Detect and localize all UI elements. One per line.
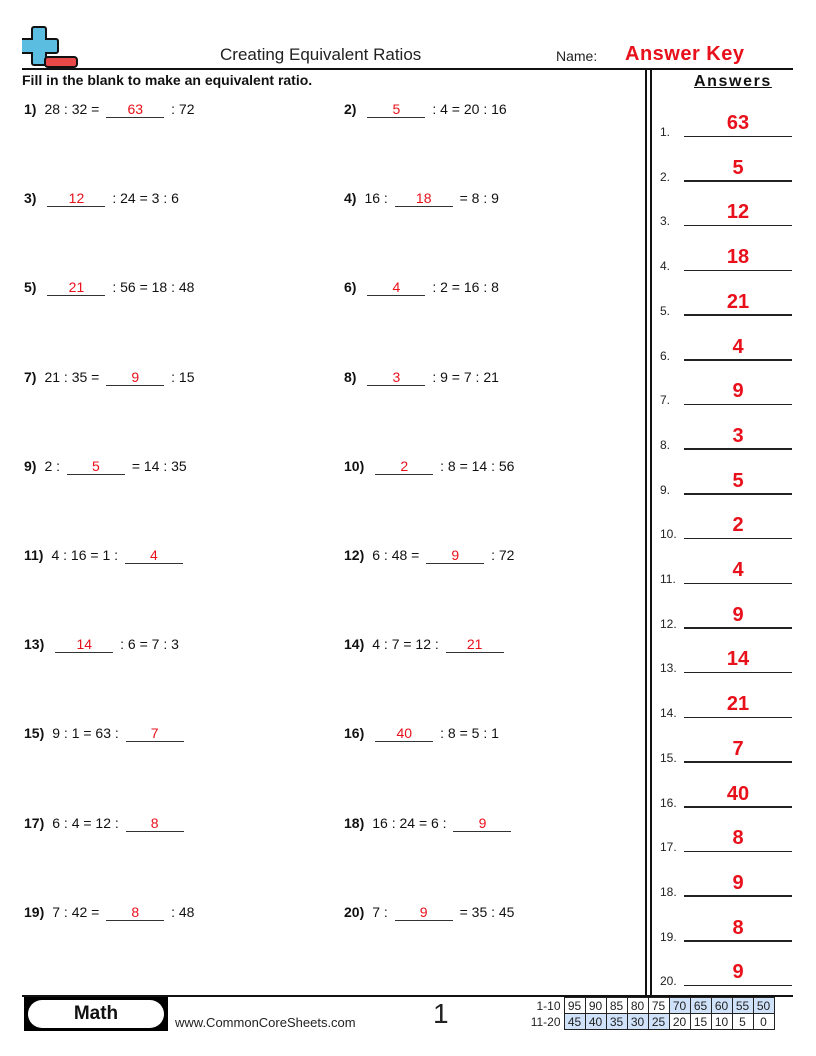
score-cell: 30: [627, 1014, 648, 1030]
answer-value[interactable]: 18: [726, 246, 750, 269]
answer-row: [660, 514, 792, 542]
problem-number: 1): [24, 101, 37, 117]
answer-row: [660, 961, 792, 989]
score-cell: 75: [648, 998, 669, 1014]
problem-item: [24, 725, 187, 742]
problem-number: 2): [344, 101, 357, 117]
answer-row: [660, 603, 792, 631]
problem-item: [344, 725, 499, 742]
answer-column-divider: [645, 70, 647, 996]
answer-value[interactable]: 12: [726, 201, 750, 224]
instructions: Fill in the blank to make an equivalent ratio.: [22, 72, 313, 88]
answer-value[interactable]: 21: [726, 290, 750, 313]
answer-row: [660, 648, 792, 676]
answer-blank[interactable]: 63: [106, 101, 164, 118]
answer-blank[interactable]: 9: [426, 547, 484, 564]
answer-blank[interactable]: 21: [446, 636, 504, 653]
ratio-left: 7 :: [372, 903, 388, 920]
answer-value[interactable]: 8: [732, 916, 744, 939]
answer-number: 14.: [660, 706, 677, 721]
answer-value[interactable]: 40: [726, 782, 750, 805]
problem-number: 11): [24, 547, 44, 563]
name-label: Name:: [556, 48, 598, 64]
score-cell: 5: [732, 1014, 753, 1030]
score-cell: 65: [690, 998, 711, 1014]
ratio-right: : 24 = 3 : 6: [112, 190, 179, 207]
answer-row: [660, 782, 792, 810]
answer-line: [684, 940, 792, 942]
ratio-right: : 72: [491, 547, 515, 563]
score-row-label: 1-10: [536, 998, 561, 1013]
problem-number: 18): [344, 814, 365, 831]
answer-row: [660, 424, 792, 452]
problem-number: 12): [344, 547, 365, 563]
answer-value[interactable]: 9: [732, 871, 744, 894]
answer-value[interactable]: 5: [732, 156, 744, 179]
problem-item: [24, 547, 186, 564]
score-cell: 70: [669, 998, 690, 1014]
score-row: [528, 998, 774, 1014]
answer-value[interactable]: 2: [732, 514, 744, 537]
answer-line: [684, 493, 792, 495]
ratio-right: = 35 : 45: [459, 903, 515, 920]
answer-blank[interactable]: 5: [367, 101, 425, 118]
ratio-right: : 4 = 20 : 16: [432, 101, 507, 117]
answer-number: 2.: [660, 169, 671, 184]
answer-line: [684, 404, 792, 406]
answer-row: [660, 201, 792, 229]
problem-item: [344, 547, 514, 564]
answer-number: 18.: [660, 884, 677, 899]
answer-blank[interactable]: 7: [126, 725, 184, 742]
ratio-right: : 8 = 5 : 1: [440, 725, 499, 742]
answer-line: [684, 627, 792, 629]
answer-number: 8.: [660, 437, 671, 452]
answer-line: [684, 538, 792, 540]
problem-number: 19): [24, 903, 45, 920]
answer-blank[interactable]: 40: [375, 725, 433, 742]
answer-number: 7.: [660, 393, 671, 408]
answer-value[interactable]: 9: [732, 603, 744, 626]
problem-number: 7): [24, 368, 37, 385]
answer-row: [660, 693, 792, 721]
answer-number: 13.: [660, 661, 677, 676]
page-number: 1: [433, 998, 449, 1029]
problem-number: 20): [344, 903, 365, 920]
answer-line: [684, 225, 792, 227]
answer-number: 5.: [660, 303, 671, 318]
answer-blank[interactable]: 9: [395, 904, 453, 921]
ratio-left: 7 : 42 =: [52, 903, 100, 920]
score-cell: 0: [753, 1014, 774, 1030]
answer-value[interactable]: 3: [732, 424, 744, 447]
score-cell: 90: [585, 998, 606, 1014]
answer-row: [660, 916, 792, 944]
score-row-label: 11-20: [530, 1014, 561, 1029]
problem-number: 13): [24, 636, 45, 653]
answer-line: [684, 270, 792, 272]
ratio-right: : 8 = 14 : 56: [440, 457, 515, 474]
answer-row: [660, 290, 792, 318]
ratio-left: 2 :: [44, 457, 61, 474]
problem-item: [24, 636, 179, 653]
answer-line: [684, 448, 792, 450]
answer-line: [684, 583, 792, 585]
answer-line: [684, 180, 792, 182]
subject-label: Math: [28, 1000, 164, 1028]
problem-number: 6): [344, 279, 357, 296]
answer-column-divider: [650, 70, 652, 996]
ratio-right: : 6 = 7 : 3: [120, 636, 179, 653]
problem-item: [24, 101, 194, 118]
answer-value[interactable]: 8: [732, 827, 744, 850]
problem-number: 9): [24, 457, 37, 474]
answer-value[interactable]: 9: [732, 380, 744, 403]
problem-item: [24, 369, 194, 386]
answer-blank[interactable]: 5: [67, 458, 125, 475]
answer-value[interactable]: 7: [732, 737, 744, 760]
answer-row: [660, 469, 792, 497]
answer-number: 12.: [660, 616, 677, 631]
plus-minus-logo-icon: [22, 25, 80, 69]
answer-line: [684, 895, 792, 897]
answer-blank[interactable]: 12: [47, 190, 105, 207]
score-cell: 40: [585, 1014, 606, 1030]
ratio-right: : 72: [171, 101, 195, 117]
problem-item: [344, 369, 499, 386]
answer-line: [684, 717, 792, 719]
ratio-left: 6 : 4 = 12 :: [52, 814, 119, 831]
header-divider: [22, 68, 793, 70]
score-cell: 80: [627, 998, 648, 1014]
answer-blank[interactable]: 21: [47, 279, 105, 296]
score-cell: 35: [606, 1014, 627, 1030]
answer-value[interactable]: 21: [726, 693, 750, 716]
ratio-left: 4 : 16 = 1 :: [51, 547, 119, 563]
answer-row: [660, 156, 792, 184]
score-cell: 60: [711, 998, 732, 1014]
score-cell: 45: [564, 1014, 585, 1030]
answer-number: 10.: [660, 527, 677, 542]
answer-row: [660, 871, 792, 899]
problem-item: [344, 904, 514, 921]
answers-title: Answers: [694, 73, 772, 90]
problem-item: [344, 190, 499, 207]
problem-item: [24, 815, 187, 832]
answer-row: [660, 559, 792, 586]
score-cell: 95: [564, 998, 585, 1014]
answer-blank[interactable]: 4: [125, 547, 183, 564]
problem-item: [24, 904, 194, 921]
ratio-left: 9 : 1 = 63 :: [52, 725, 119, 742]
answer-row: [660, 827, 792, 855]
problem-number: 8): [344, 368, 357, 385]
answer-number: 20.: [660, 974, 677, 989]
problem-number: 3): [24, 190, 37, 207]
problem-item: [344, 636, 507, 653]
answer-blank[interactable]: 2: [375, 458, 433, 475]
answer-blank[interactable]: 18: [395, 190, 453, 207]
problem-item: [344, 279, 499, 296]
answer-blank[interactable]: 8: [106, 904, 164, 921]
problem-number: 4): [344, 190, 357, 207]
worksheet-title: Creating Equivalent Ratios: [220, 45, 422, 64]
answer-blank[interactable]: 9: [453, 815, 511, 832]
ratio-right: : 2 = 16 : 8: [432, 279, 499, 296]
ratio-right: : 56 = 18 : 48: [112, 279, 195, 296]
ratio-right: : 48: [171, 903, 195, 920]
answer-number: 19.: [660, 929, 677, 944]
answer-value[interactable]: 4: [732, 335, 744, 358]
ratio-right: : 15: [171, 368, 195, 385]
name-value: Answer Key: [625, 43, 745, 65]
answer-number: 6.: [660, 348, 671, 363]
ratio-left: 16 : 24 = 6 :: [372, 814, 447, 831]
score-cell: 55: [732, 998, 753, 1014]
answer-number: 15.: [660, 750, 677, 765]
problem-number: 14): [344, 636, 365, 653]
score-cell: 20: [669, 1014, 690, 1030]
problem-item: [24, 458, 187, 475]
answer-value[interactable]: 9: [732, 961, 744, 984]
answer-number: 4.: [660, 259, 671, 274]
answer-blank[interactable]: 8: [126, 815, 184, 832]
problem-number: 16): [344, 725, 365, 742]
answer-number: 1.: [660, 125, 671, 139]
problem-number: 10): [344, 457, 365, 474]
answer-blank[interactable]: 14: [55, 636, 113, 653]
score-table: [528, 997, 775, 1030]
ratio-right: = 14 : 35: [131, 457, 187, 474]
answer-number: 16.: [660, 795, 677, 810]
answer-row: [660, 737, 792, 765]
score-cell: 85: [606, 998, 627, 1014]
answer-value[interactable]: 5: [732, 469, 744, 492]
answer-blank[interactable]: 4: [367, 279, 425, 296]
answer-value[interactable]: 63: [726, 112, 750, 134]
answer-row: [660, 246, 792, 274]
answer-line: [684, 314, 792, 316]
problem-item: [24, 279, 194, 296]
ratio-left: 4 : 7 = 12 :: [372, 636, 439, 653]
problem-number: 5): [24, 279, 37, 296]
answer-line: [684, 672, 792, 674]
answer-line: [684, 761, 792, 763]
ratio-left: 21 : 35 =: [44, 368, 100, 385]
score-cell: 15: [690, 1014, 711, 1030]
score-row: [528, 1014, 774, 1030]
answer-number: 11.: [660, 572, 676, 586]
score-cell: 50: [753, 998, 774, 1014]
subject-badge: [24, 997, 168, 1031]
answer-blank[interactable]: 3: [367, 369, 425, 386]
problem-item: [344, 101, 507, 118]
ratio-left: 6 : 48 =: [372, 547, 420, 563]
answer-row: [660, 335, 792, 363]
answer-blank[interactable]: 9: [106, 369, 164, 386]
ratio-left: 28 : 32 =: [44, 101, 100, 117]
problem-item: [344, 458, 514, 475]
answer-row: [660, 380, 792, 408]
ratio-right: : 9 = 7 : 21: [432, 368, 499, 385]
answer-line: [684, 851, 792, 853]
answer-line: [684, 359, 792, 361]
ratio-right: = 8 : 9: [459, 190, 499, 207]
score-cell: 10: [711, 1014, 732, 1030]
answer-value[interactable]: 14: [726, 648, 750, 671]
answer-line: [684, 136, 792, 138]
answer-number: 17.: [660, 840, 677, 855]
answer-line: [684, 985, 792, 987]
ratio-left: 16 :: [364, 190, 388, 207]
problem-number: 17): [24, 814, 45, 831]
answer-value[interactable]: 4: [732, 559, 744, 581]
answer-row: [660, 112, 792, 139]
problem-number: 15): [24, 725, 45, 742]
answer-number: 3.: [660, 214, 671, 229]
answer-number: 9.: [660, 482, 671, 497]
answer-line: [684, 806, 792, 808]
score-cell: 25: [648, 1014, 669, 1030]
problem-item: [344, 815, 514, 832]
problem-item: [24, 190, 179, 207]
website-link[interactable]: www.CommonCoreSheets.com: [175, 1015, 356, 1030]
